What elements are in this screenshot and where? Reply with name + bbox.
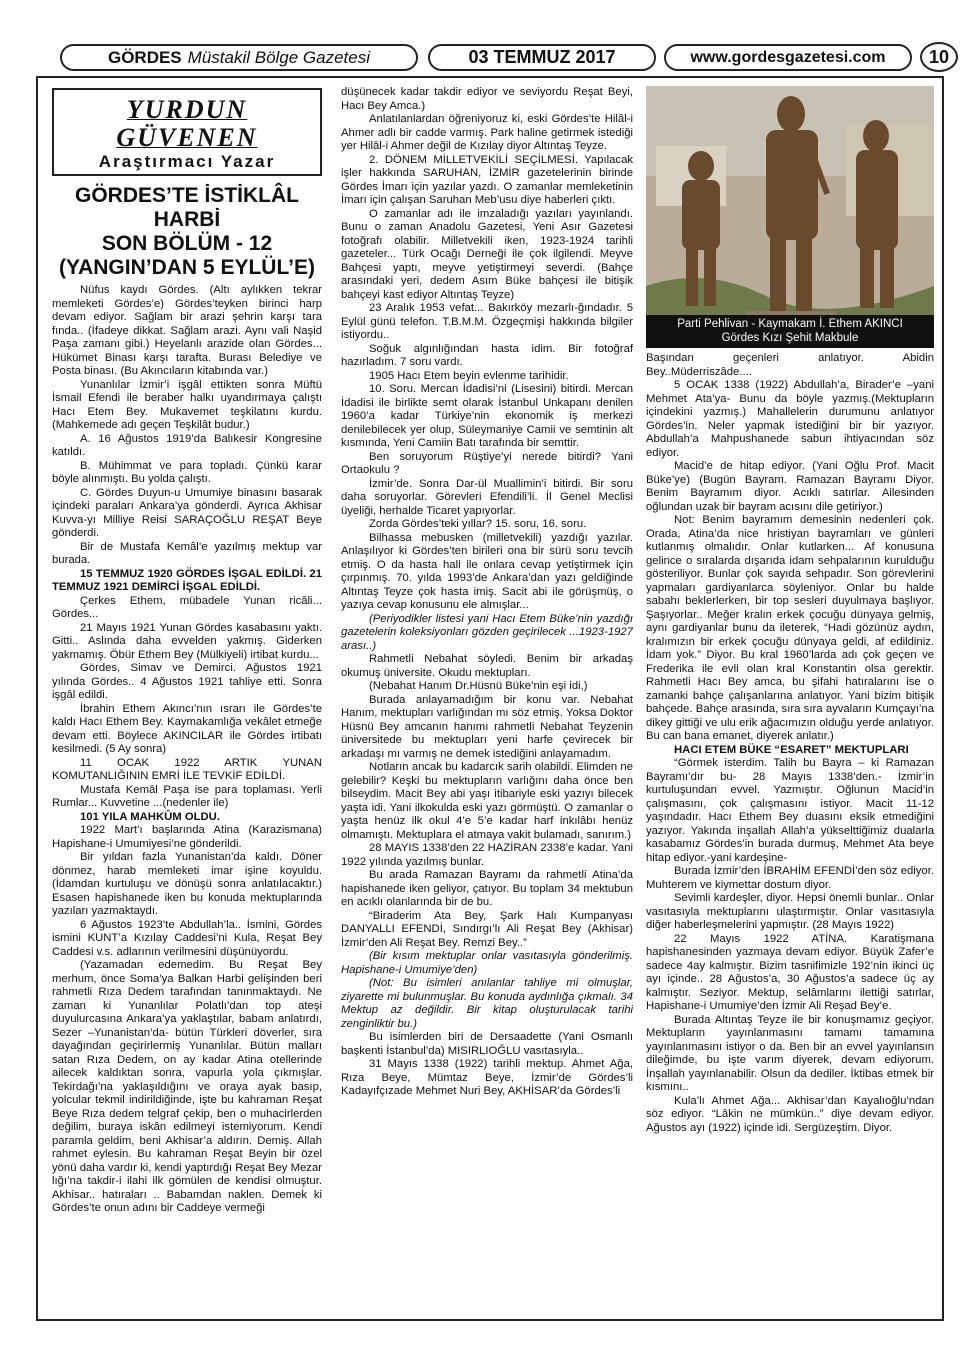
newspaper-name-bold: GÖRDES	[107, 47, 182, 67]
author-role: Araştırmacı Yazar	[98, 152, 276, 171]
newspaper-name[interactable]	[60, 44, 418, 71]
author-box	[52, 88, 322, 176]
column-3	[646, 86, 934, 1316]
paragraph: 23 Aralık 1953 vefat... Bakırköy mezarlı-ğındadır. 5 Eylül günü telefon. T.B.M.M. Özgeçmişi hakkında bilgiler istiyordu..	[341, 302, 633, 341]
paragraph: düşünecek kadar takdir ediyor ve seviyordu Reşat Beyi, Hacı Bey Amca.)	[341, 86, 633, 112]
paragraph: Zorda Gördes’teki yıllar? 15. soru, 16. soru.	[369, 518, 587, 530]
column-1	[52, 86, 322, 1316]
issue-date: 03 TEMMUZ 2017	[428, 44, 656, 71]
paragraph: Bilhassa mebusken (milletvekili) yazdığı yazılar. Anlaşılıyor ki Gördes’ten birileri ona bir sürü soru tevcih etmiş. O da hasta hali ile onlara cevap yetiştirmek için çırpınmış. 70. yılda 1993’de Ankara’dan yazı geldiğinde Altıntaş Teyze çok hasta imiş. Sacit abi ile görüşmüş, o yazıya cevap konusunu ele almışlar...	[341, 531, 633, 611]
paragraph: 6 Ağustos 1923’te Abdullah’la.. İsmini, Gördes ismini KUNT’a Kızılay Caddesi’ni Kula, Reşat Bey Caddesi v.s. adlarının verilmesini düşünüyordu.	[52, 918, 322, 958]
paragraph: “Biraderim Ata Bey, Şark Halı Kumpanyası DANYALLI EFENDİ, Sındırgı’lı Ali Reşat Bey (Akhisar) İzmir’den Ali Reşat Bey. Remzi Bey..”	[341, 909, 633, 949]
paragraph: Ben soruyorum Rüştiye’yi nerede bitirdi? Yani Ortaokulu ?	[341, 450, 633, 476]
paragraph: Macid’e de hitap ediyor. (Yani Oğlu Prof. Macit Büke’ye) (Bugün Bayram. Ramazan Bayramı Diyor. Benim Bayramım diyor. Acıklı satırlar. Ailesinden oğlundan uzak bir bayram acısını dile getiriyor.)	[646, 460, 934, 513]
column-2	[341, 86, 633, 1316]
paragraph: “Görmek isterdim. Talih bu Bayra – ki Ramazan Bayramı’dır bu- 28 Mayıs 1338’den.- İzmir’in kurtuluşundan evvel. Yazmıştır. Oğlunun Macid’in çalışmasını, çok çalışmasını istiyor. Macit 11-12 yaşındadır. Hacı Ethem Bey duasını eksik etmediğini yazıyor. Yakında inşallah Allah’a yükselttiğimiz dualarla kasabamız Gördes’in burada durmuş, Mehmet Ata beye hitap ediyor.-yani kardeşine-	[646, 757, 934, 864]
paragraph: 1922 Mart’ı başlarında Atina (Karazismana) Hapishane-i Umumiyesi’ne gönderildi.	[52, 824, 322, 850]
paragraph: Soğuk algınlığından hasta idim. Bir fotoğraf hazırladım. 7 soru vardı.	[341, 342, 633, 368]
paragraph-italic: (Periyodikler listesi yani Hacı Etem Büke’nin yazdığı gazetelerin koleksiyonları gözden geçirilecek ...1923-1927 arası..)	[341, 612, 633, 652]
paragraph: (Nebahat Hanım Dr.Hüsnü Büke’nin eşi idi,)	[369, 680, 588, 692]
paragraph: 11 OCAK 1922 ARTIK YUNAN KOMUTANLIĞININ EMRİ İLE TEVKİF EDİLDİ.	[52, 756, 322, 782]
paragraph: B. Mühimmat ve para topladı. Çünkü karar böyle alınmıştı. Bu yolda çalıştı.	[52, 459, 322, 485]
paragraph: A. 16 Ağustos 1919’da Balıkesir Kongresine katıldı.	[52, 432, 322, 458]
paragraph: Çerkes Ethem, mübadele Yunan ricâli... Gördes...	[52, 594, 322, 620]
paragraph: İzmir’de. Sonra Dar-ül Muallimin’i bitirdi. Bir soru daha soruyorlar. Görevleri Efendili’li. İl Genel Meclisi üyeliği, herhalde Ticaret yapıyorlar.	[341, 477, 633, 517]
website-link[interactable]: www.gordesgazetesi.com	[664, 44, 912, 71]
page-number: 10	[920, 42, 958, 72]
photo-caption	[646, 315, 934, 348]
photo-caption-line-2: Gördes Kızı Şehit Makbule	[721, 332, 859, 344]
paragraph: Nüfus kaydı Gördes. (Altı aylıkken tekrar memleketi Gördes’e) Gördes’teyken birinci harp devam ediyor. Sağlam bir arazi şehrin karşı tara fında.. (İfadeye dikkat. Sağlam arazi. Aynı vali Naşid Paşa zamanı gibi.) Heyelanlı arazide olan Gördes... Hükümet Binası karşı tarafta. Burası Belediye ve Posta binası. (Bu Akıncıların kitabında var.)	[52, 284, 322, 377]
statue-photo	[646, 86, 934, 348]
paragraph-italic: (Not: Bu isimleri anılanlar tahliye mi olmuşlar, ziyarette mi bulunmuşlar. Bu konuda aydınlığa çıkmalı. 34 Mektup az değildir. Bir kitap oluşturulacak tarihi zenginliktir bu.)	[341, 977, 633, 1030]
newspaper-subtitle: Müstakil Bölge Gazetesi	[187, 47, 371, 67]
paragraph-italic: (Bir kısım mektuplar onlar vasıtasıyla gönderilmiş. Hapishane-i Umumiye’den)	[341, 950, 633, 976]
paragraph: Bir yıldan fazla Yunanistan’da kaldı. Döner dönmez, harab memleketi imar işine koyuldu. (İdamdan kurtuluşu ve dönüşü sonra anlatılacaktır.) Esasen hapishanede iken bu konuda mektuplarında yazıları yazmaktaydı.	[52, 851, 322, 917]
masthead-bar	[36, 38, 950, 78]
paragraph-bold: 15 TEMMUZ 1920 GÖRDES İŞGAL EDİLDİ. 21 TEMMUZ 1921 DEMİRCİ İŞGAL EDİLDİ.	[52, 567, 322, 593]
section-heading: HACI ETEM BÜKE “ESARET” MEKTUPLARI	[674, 743, 909, 756]
paragraph: 10. Soru. Mercan İdadisi’ni (Lisesini) bitirdi. Mercan İdadisi ile birlikte semt olarak İstanbul Unkapanı denilen 1960’a kadar Türkiye’nin ekonomik iş merkezi denilebilecek yer olup, Süleymaniye Camii ve semtinin alt kısmında, Yeni Camiin Batı tarafında bir semttir.	[341, 383, 633, 449]
article-headline	[52, 184, 322, 280]
photo-caption-line-1: Parti Pehlivan - Kaymakam İ. Ethem AKINCI	[677, 318, 903, 330]
paragraph: Başından geçenleri anlatıyor. Abidin Bey..Müderriszâde....	[646, 352, 934, 378]
paragraph: Not: Benim bayramım demesinin nedenleri çok. Orada, Atina’da nice hristiyan bayramları ve günleri kutlanmış olmalıdır. Onlar kutlarken... Af konusuna gelince o sıralarda dışarıda idam sehpalarının kurulduğu gösteriliyor. Bunlar çok sayıda sehpadır. Son görevlerini yapmaları gardiyanlarca söyleniyor. Onlar bu halde sabahı beklerlerken, bir top sesleri duyulmaya başlıyor. Şaşıyorlar.. Meğer kralın erkek çocuğu dünyaya gelmiş, aynı gardiyanlar bunu da ileterek, “Hadi gözünüz aydın, kralımızın bir erkek çocuğu dünyaya geldi, af edildiniz. İdam yok.” Diyor. Bu kral 1960’larda adı çok geçen ve Frederika ile evli olan kral Konstantin olsa gerektir. Rahmetli Hacı Bey amca, bu şifahi hatıralarını ise o zamanki bahçe çalışanlarına anlatıyor. Yani bizim bitişik bahçede. Bahçe arasında, sıra sıra ayvaların Kumçayı’na dikey gittiği ve ulu erik ağacımızın olduğu yerde anlatıyor. Bu can bana emanet, diyerek anlatır.)	[646, 514, 934, 742]
headline-line-1: GÖRDES’TE İSTİKLÂL HARBİ	[74, 184, 299, 231]
paragraph: O zamanlar adı ile imzaladığı yazıları yayınlandı. Bunu o zaman Anadolu Gazetesi, Yeni Asır Gazetesi fotoğrafı olabilir. Milletvekili iken, 1923-1924 tarihli gazeteler... Türk Ocağı Derneği ile çok ilgilendi. Meyve Bahçesi yaptı, meyve yetiştirmeyi severdi. (Bahçe arasındaki yeri, dedem Asım Büke bahçesi ile bitişik bahçeyi kast ediyor Altıntaş Teyze)	[341, 207, 633, 301]
paragraph: 1905 Hacı Etem beyin evlenme tarihidir.	[369, 369, 569, 382]
paragraph: 5 OCAK 1338 (1922) Abdullah’a, Birader’e –yani Mehmet Ata’ya- Bunu da böyle yazmış.(Mektupların içindekini yazmış.) Mahallelerin durumunu anlatıyor Gördes’in. Neler yapmak istediğini bir bir yazıyor. Abdullah’a Mahpushanede sabun ihtiyacından söz ediyor.	[646, 379, 934, 459]
paragraph: (Yazamadan edemedim. Bu Reşat Bey merhum, önce Soma’ya Balkan Harbi gelişinden beri rahmetli Rıza Dedem tarafından tanınmaktaydı. Ne zaman ki Yunanlılar Polatlı’dan top ateşi duyulurcasına Ankara’ya yaklaştılar, babam anlatırdı, Sezer –Yunanistan’da- bütün Türkleri döverler, sıra dayağından geçirirlermiş Yunanlılar. Bütün malları satan Rıza Dedem, on ay kadar Atina otellerinde ailecek kaldıktan sonra, vapurla yola çıkmışlar. Tekirdağı’na yaklaşıldığını ve oraya ayak basıp, yolcular tekmil indirildiğinde, işte bu kahraman Reşat Beye Rıza dedem telgraf çekip, ben o muhacirlerden değilim, buraya iskân edilmeyi istemiyorum. Kendi paramla geldim, beni Akhisar’a aldırın. Demiş. Allah rahmet eylesin. Bu kahraman Reşat Beyin bir özel yönü daha vardır ki, kendi yaptırdığı Reşat Bey Mezar lığı’na takdir-i ilahi ilk gömülen de kendisi olmuştur. Akhisar.. hatıraları .. Babamdan naklen. Demek ki Gördes’te onun adını bir Caddeye vermeği	[52, 959, 322, 1214]
paragraph: Burada Altıntaş Teyze ile bir konuşmamız geçiyor. Mektupların yayınlanmasını tamamı tamamına yayınlanmasını istiyor o da. Ben bir an evvel yayınlansın dileğimde, bu işte varım diyerek, devam ediyorum. İnşallah yayınlanabilir. Olsun da dediler. İktibas etmek bir kısmını..	[646, 1013, 934, 1093]
paragraph: Bu arada Ramazan Bayramı da rahmetli Atina’da hapishanede iken geliyor, çatıyor. Bu toplam 34 mektubun en acıklı olanlarında bir de bu.	[341, 869, 633, 908]
paragraph-bold: 101 YILA MAHKÛM OLDU.	[80, 810, 220, 823]
paragraph: Kula’lı Ahmet Ağa... Akhisar’dan Kayalıoğlu’ndan söz ediyor. “Lâkin ne mümkün..” diye devam ediyor. Ağustos ayı (1922) içinde idi. Sergüzeştim. Diyor.	[646, 1094, 934, 1134]
paragraph: Sevimli kardeşler, diyor. Hepsi önemli bunlar.. Onlar vasıtasıyla mektuplarını ulaştırmıştır. Onlar vasıtasıyla diğer haberleşmelerini yapmıştır. (28 Mayıs 1922)	[646, 892, 934, 931]
paragraph: Burada anlayamadığım bir konu var. Nebahat Hanım, mektupları varlığından mı söz etmiş. Yoksa Doktor Hüsnü Bey amcanın hanımı rahmetli Nebahat Teyzenin üniversitede bu mektupları yeni harfe çevirecek bir arkadaşı mı varmış ne demek istediğini anlayamadım.	[341, 693, 633, 760]
statue-illustration	[646, 86, 934, 348]
paragraph: C. Gördes Duyun-u Umumiye binasını basarak içindeki paraları Ankara’ya gönderdi. Ayrıca Akhisar Kuvva-yı Milliye Reisi SARAÇOĞLU REŞAT Beye gönderdi.	[52, 486, 322, 539]
headline-line-2: SON BÖLÜM - 12	[101, 232, 273, 255]
paragraph: 22 Mayıs 1922 ATİNA. Karatişmana hapishanesinden yazmaya devam ediyor. Büyük Zafer’e sadece 4ay kalmıştır. Bizim tasnifimizle 192’nin ikinci üç ayı içinde.. 28 Ağustos’a, 30 Ağustos’a sadece üç ay kalmıştır. Seziyor. Mektup, selâmlarını ilettiği satırlar, Hapishane-i Umumiye’den İzmir Ali Reşad Bey’e.	[646, 932, 934, 1012]
paragraph: Anlatılanlardan öğreniyoruz ki, eski Gördes’te Hilâl-i Ahmer adlı bir cadde varmış. Park haline getirmek istediği yer Hilâl-i Ahmer değil de Kızılay diyor Altıntaş Teyze.	[341, 113, 633, 152]
paragraph: 28 MAYIS 1338’den 22 HAZİRAN 2338’e kadar. Yani 1922 yılında yazılmış bunlar.	[341, 842, 633, 868]
paragraph: Rahmetli Nebahat söyledi. Benim bir arkadaş okumuş üniversite. Okudu mektupları.	[341, 653, 633, 679]
paragraph: Notların ancak bu kadarcık sarih olabildi. Elimden ne gelebilir? Keşki bu mektupların varlığını daha önce ben bilseydim. Macit Bey abi yaşı itibariyle eski yazıyı bilecek yaşta idi. Yani ilkokulda eski yazı görmüştü. O zamanlar o yaşta henüz ilk okul 4’e 5’e kadar harf inkılâbı henüz olmamıştı. Mektuplara el atmaya vakit bulamadı, sanırım.)	[341, 761, 633, 841]
paragraph: Bu isimlerden biri de Dersaadette (Yani Osmanlı başkenti İstanbul’da) MISIRLIOĞLU vasıtasıyla..	[341, 1031, 633, 1057]
paragraph: Burada İzmir’den İBRAHİM EFENDİ’den söz ediyor. Muhterem ve kiymettar dostum diyor.	[646, 865, 934, 891]
paragraph: Mustafa Kemâl Paşa ise para toplaması. Yerli Rumlar... Kuvvetine ...(nedenler ile)	[52, 783, 322, 809]
headline-line-3: (YANGIN’DAN 5 EYLÜL’E)	[59, 256, 315, 279]
paragraph: İbrahin Ethem Akıncı’nın ısrarı ile Gördes’te kaldı Hacı Ethem Bey. Kaymakamlığa vekâlet etmeğe devam etti. Böylece AKINCILAR ile Gördes irtibatı kesilmedi. (5 Ay sonra)	[52, 702, 322, 755]
column-3-text	[646, 352, 934, 1135]
paragraph: Gördes, Simav ve Demirci. Ağustos 1921 yılında Gördes.. 4 Ağustos 1921 tahliye etti. Sonra işgâl edildi.	[52, 662, 322, 701]
paragraph: 31 Mayıs 1338 (1922) tarihli mektup. Ahmet Ağa, Rıza Beye, Mümtaz Beye, İzmir’de Gördes’li Kadayıfçızade Mehmet Nuri Bey, AKHİSAR’da Gördes’li	[341, 1058, 633, 1097]
paragraph: Yunanlılar İzmir’i işgâl ettikten sonra Müftü İsmail Efendi ile beraber halkı uyandırmaya çalıştı Hacı Etem Bey. Mukavemet teşkilatını kurdu. (Mahkemede adı geçen Teşkilât budur.)	[52, 378, 322, 431]
paragraph: 2. DÖNEM MİLLETVEKİLİ SEÇİLMESİ. Yapılacak işler hakkında SARUHAN, İZMİR gazetelerinin birinde Gördes İmarı için yazılar yazdı. O zamanlar memleketinin İmarı için çalışan Saruhan Meb’usu diye haberleri çıktı.	[341, 153, 633, 206]
paragraph: 21 Mayıs 1921 Yunan Gördes kasabasını yaktı. Gitti.. Aslında daha evvelden yakmış. Giderken yakmamış. Öbür Ethem Bey (Mülkiyeli) irtibat kurdu...	[52, 621, 322, 661]
paragraph: Bir de Mustafa Kemâl’e yazılmış mektup var burada.	[52, 540, 322, 566]
author-name: YURDUN GÜVENEN	[116, 95, 258, 152]
